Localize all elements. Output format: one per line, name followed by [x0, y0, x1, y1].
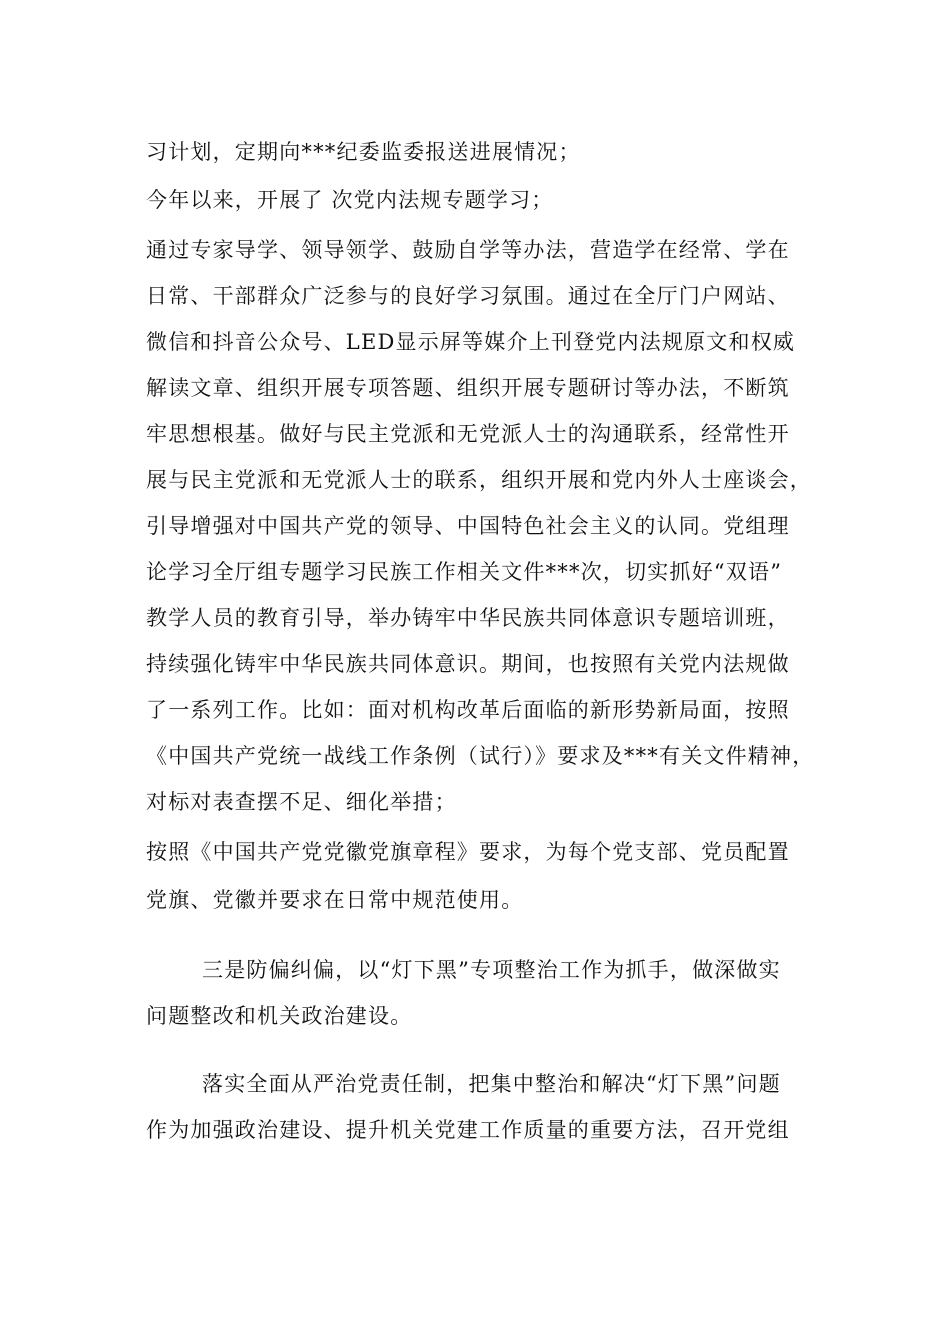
text-line-21: 作为加强政治建设、提升机关党建工作质量的重要方法，召开党组	[146, 1118, 790, 1142]
text-line-14: 《中国共产党统一战线工作条例（试行）》要求及***有关文件精神，	[146, 744, 815, 768]
text-line-9: 引导增强对中国共产党的领导、中国特色社会主义的认同。党组理	[146, 514, 790, 538]
text-line-18: 三是防偏纠偏，以“灯下黑”专项整治工作为抓手，做深做实	[202, 958, 781, 982]
text-line-19: 问题整改和机关政治建设。	[146, 1004, 413, 1028]
text-line-5: 微信和抖音公众号、LED显示屏等媒介上刊登党内法规原文和权威	[146, 330, 796, 354]
text-line-15: 对标对表查摆不足、细化举措；	[146, 790, 457, 814]
text-line-4: 日常、干部群众广泛参与的良好学习氛围。通过在全厅门户网站、	[146, 284, 790, 308]
text-line-17: 党旗、党徽并要求在日常中规范使用。	[146, 888, 524, 912]
text-line-12: 持续强化铸牢中华民族共同体意识。期间，也按照有关党内法规做	[146, 652, 790, 676]
text-line-6: 解读文章、组织开展专项答题、组织开展专题研讨等办法，不断筑	[146, 376, 790, 400]
text-line-10: 论学习全厅组专题学习民族工作相关文件***次，切实抓好“双语”	[146, 560, 783, 584]
text-line-11: 教学人员的教育引导，举办铸牢中华民族共同体意识专题培训班，	[146, 606, 790, 630]
text-line-8: 展与民主党派和无党派人士的联系，组织开展和党内外人士座谈会，	[146, 468, 812, 492]
text-line-20: 落实全面从严治党责任制，把集中整治和解决“灯下黑”问题	[202, 1072, 781, 1096]
text-line-2: 今年以来，开展了 次党内法规专题学习；	[146, 188, 554, 212]
text-line-7: 牢思想根基。做好与民主党派和无党派人士的沟通联系，经常性开	[146, 422, 790, 446]
text-line-3: 通过专家导学、领导领学、鼓励自学等办法，营造学在经常、学在	[146, 238, 790, 262]
text-line-1: 习计划，定期向***纪委监委报送进展情况；	[146, 140, 581, 164]
text-line-13: 了一系列工作。比如：面对机构改革后面临的新形势新局面，按照	[146, 698, 790, 722]
text-line-16: 按照《中国共产党党徽党旗章程》要求，为每个党支部、党员配置	[146, 840, 790, 864]
